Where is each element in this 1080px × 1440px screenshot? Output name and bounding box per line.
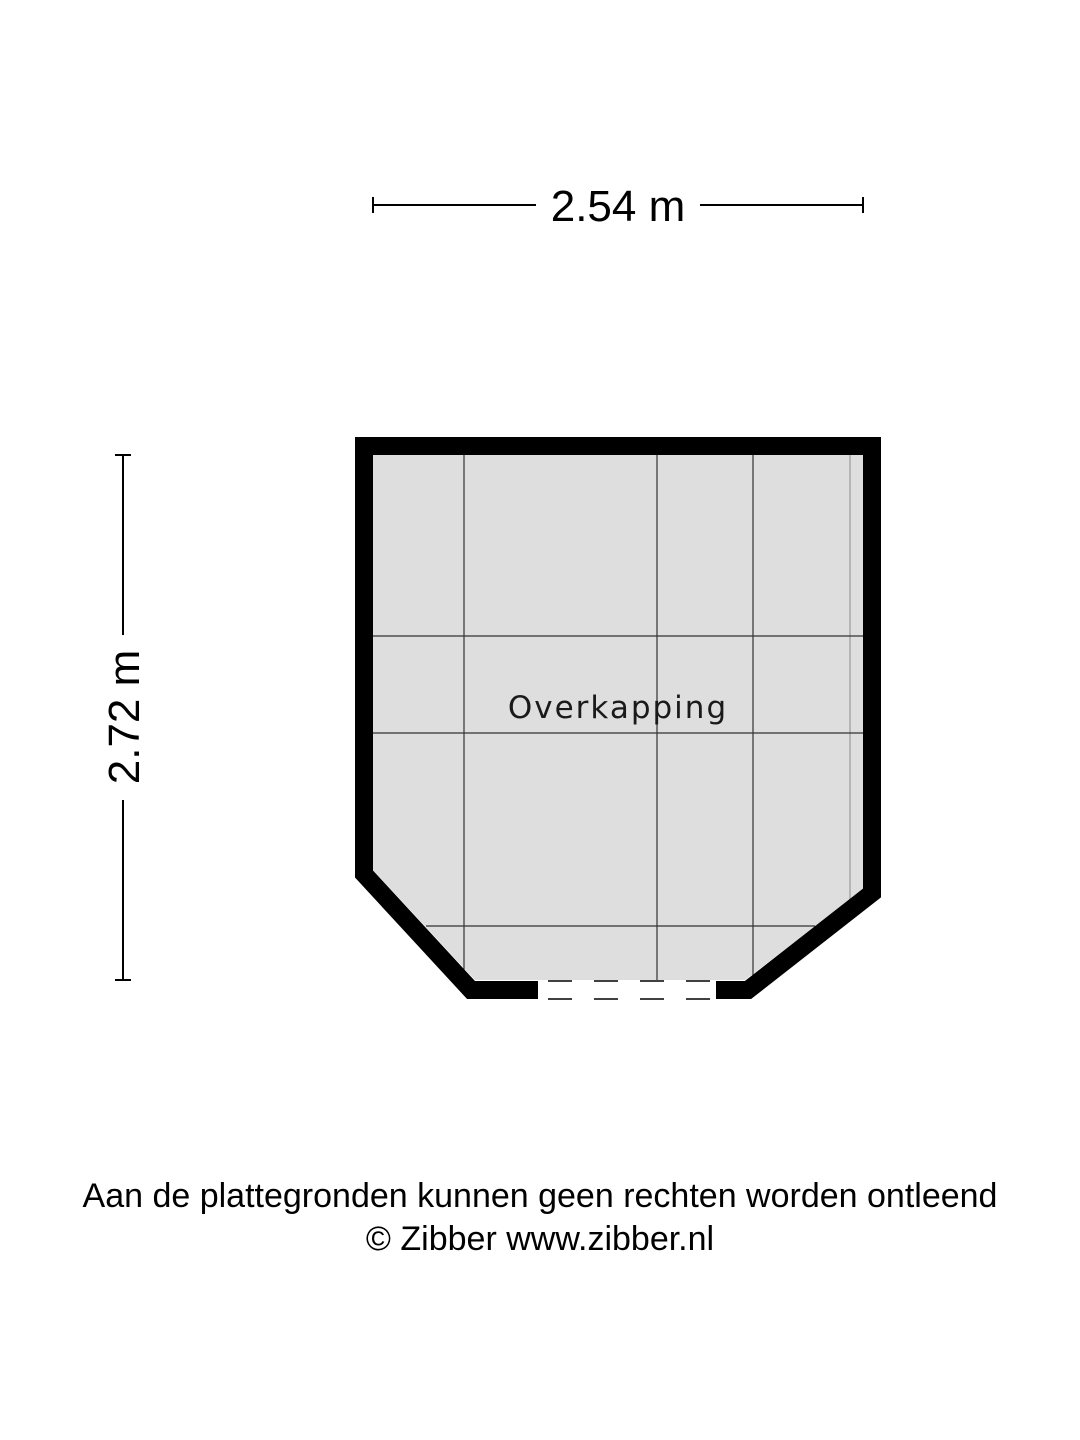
width-dimension — [373, 182, 863, 231]
disclaimer-text: Aan de plattegronden kunnen geen rechten worden ontleend — [82, 1177, 998, 1215]
copyright-text: © Zibber www.zibber.nl — [365, 1220, 715, 1258]
height-dimension — [100, 455, 149, 980]
entrance-opening — [548, 981, 716, 999]
height-dimension-label: 2.72 m — [100, 649, 149, 785]
room-label: Overkapping — [507, 690, 729, 726]
width-dimension-label: 2.54 m — [550, 182, 686, 231]
